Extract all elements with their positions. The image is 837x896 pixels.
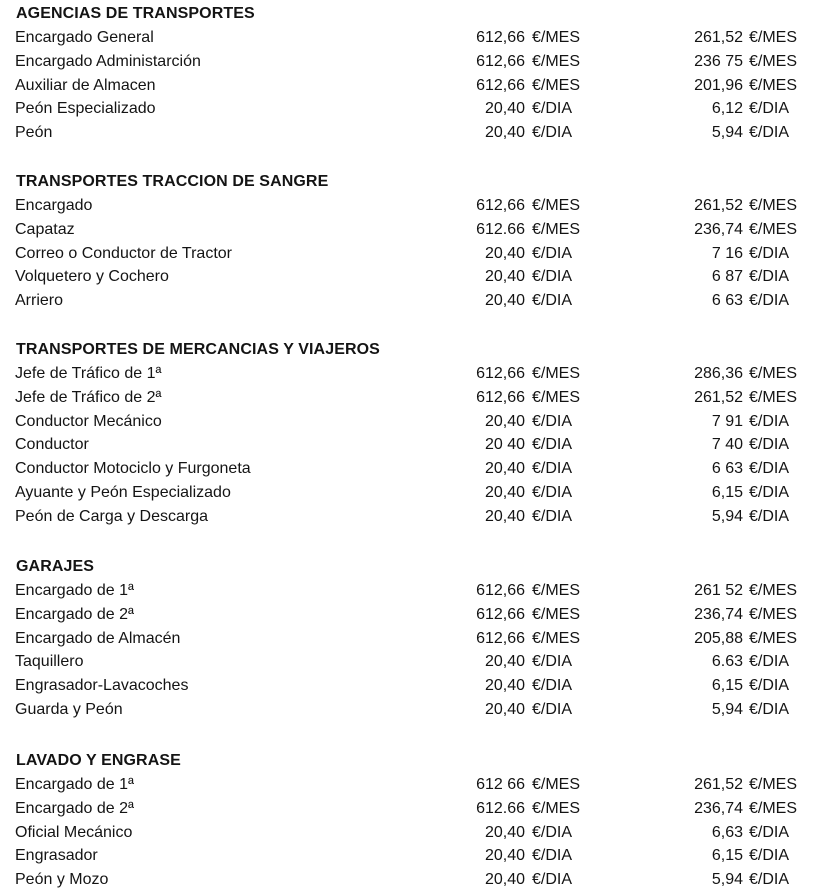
- amount-secondary: 201,96: [694, 76, 743, 94]
- job-category: Conductor Mecánico: [15, 412, 162, 430]
- job-category: Peón y Mozo: [15, 871, 109, 889]
- job-category: Volquetero y Cochero: [15, 268, 169, 286]
- unit-secondary: €/DIA: [749, 244, 790, 262]
- table-row: [0, 580, 837, 604]
- amount-primary: 612,66: [476, 582, 525, 599]
- amount-secondary: 6 63: [711, 460, 743, 478]
- amount-primary: 20,40: [484, 484, 525, 501]
- amount-secondary: 236 75: [694, 52, 743, 70]
- amount-secondary: 7 91: [711, 412, 743, 430]
- job-category: Ayuante y Peón Especializado: [15, 484, 231, 501]
- amount-secondary: 236,74: [694, 605, 743, 623]
- amount-secondary: 5,94: [711, 507, 743, 525]
- unit-primary: €/MES: [532, 582, 581, 599]
- amount-secondary: 6,15: [711, 484, 743, 501]
- unit-primary: €/MES: [532, 388, 581, 406]
- table-row: [0, 75, 837, 99]
- amount-primary: 20,40: [484, 100, 525, 118]
- unit-secondary: €/DIA: [749, 507, 790, 525]
- unit-primary: €/MES: [532, 629, 581, 647]
- amount-secondary: 205,88: [694, 629, 743, 647]
- amount-primary: 20,40: [484, 292, 525, 310]
- unit-secondary: €/MES: [749, 52, 798, 70]
- amount-secondary: 6,63: [711, 823, 743, 841]
- unit-primary: €/MES: [532, 605, 581, 623]
- unit-secondary: €/DIA: [749, 871, 790, 889]
- amount-primary: 20,40: [484, 460, 525, 478]
- job-category: Guarda y Peón: [15, 701, 123, 718]
- job-category: Encargado: [15, 197, 93, 214]
- amount-primary: 612 66: [476, 776, 525, 793]
- amount-secondary: 6 63: [711, 292, 743, 310]
- table-row: [0, 387, 837, 411]
- table-row: [0, 27, 837, 51]
- section-title: TRANSPORTES TRACCION DE SANGRE: [16, 173, 329, 190]
- unit-secondary: €/DIA: [749, 701, 790, 718]
- job-category: Peón de Carga y Descarga: [15, 507, 208, 525]
- amount-secondary: 261,52: [694, 197, 743, 214]
- table-row: [0, 195, 837, 219]
- amount-secondary: 6,15: [711, 847, 743, 865]
- job-category: Conductor Motociclo y Furgoneta: [15, 460, 251, 478]
- unit-secondary: €/DIA: [749, 412, 790, 430]
- amount-primary: 20,40: [484, 124, 525, 142]
- job-category: Capataz: [15, 220, 75, 238]
- amount-primary: 612.66: [476, 220, 525, 238]
- unit-secondary: €/MES: [749, 388, 798, 406]
- table-row: [0, 219, 837, 243]
- unit-secondary: €/DIA: [749, 823, 790, 841]
- amount-secondary: 261,52: [694, 29, 743, 46]
- unit-primary: €/MES: [532, 197, 581, 214]
- amount-primary: 20,40: [484, 871, 525, 889]
- amount-primary: 20,40: [484, 268, 525, 286]
- amount-primary: 20,40: [484, 677, 525, 695]
- job-category: Taquillero: [15, 653, 84, 671]
- amount-primary: 612,66: [476, 29, 525, 46]
- unit-primary: €/DIA: [532, 436, 573, 454]
- unit-secondary: €/MES: [749, 220, 798, 238]
- amount-secondary: 286,36: [694, 365, 743, 382]
- unit-primary: €/DIA: [532, 412, 573, 430]
- amount-primary: 20,40: [484, 244, 525, 262]
- unit-primary: €/DIA: [532, 701, 573, 718]
- section-title: AGENCIAS DE TRANSPORTES: [16, 5, 255, 22]
- unit-primary: €/MES: [532, 799, 581, 817]
- job-category: Arriero: [15, 292, 64, 310]
- amount-primary: 20,40: [484, 701, 525, 718]
- job-category: Correo o Conductor de Tractor: [15, 244, 232, 262]
- table-row: [0, 51, 837, 75]
- unit-secondary: €/MES: [749, 365, 798, 382]
- unit-primary: €/DIA: [532, 677, 573, 695]
- unit-secondary: €/MES: [749, 197, 798, 214]
- table-row: [0, 699, 837, 723]
- job-category: Conductor: [15, 436, 89, 454]
- unit-secondary: €/MES: [749, 29, 798, 46]
- unit-secondary: €/MES: [749, 776, 798, 793]
- table-row: [0, 122, 837, 146]
- amount-secondary: 6,12: [711, 100, 743, 118]
- job-category: Encargado de 2ª: [15, 799, 134, 817]
- job-category: Encargado de Almacén: [15, 629, 181, 647]
- unit-secondary: €/MES: [749, 605, 798, 623]
- amount-primary: 612,66: [476, 629, 525, 647]
- unit-primary: €/DIA: [532, 507, 573, 525]
- table-row: [0, 266, 837, 290]
- amount-secondary: 7 40: [711, 436, 743, 454]
- job-category: Engrasador-Lavacoches: [15, 677, 189, 695]
- unit-secondary: €/DIA: [749, 847, 790, 865]
- unit-primary: €/MES: [532, 29, 581, 46]
- amount-secondary: 5,94: [711, 701, 743, 718]
- unit-secondary: €/MES: [749, 76, 798, 94]
- table-row: [0, 845, 837, 869]
- unit-primary: €/DIA: [532, 484, 573, 501]
- unit-primary: €/DIA: [532, 871, 573, 889]
- amount-primary: 20,40: [484, 507, 525, 525]
- table-row: [0, 628, 837, 652]
- unit-secondary: €/MES: [749, 582, 798, 599]
- amount-primary: 612,66: [476, 365, 525, 382]
- job-category: Auxiliar de Almacen: [15, 76, 156, 94]
- amount-primary: 612,66: [476, 197, 525, 214]
- amount-secondary: 236,74: [694, 220, 743, 238]
- table-row: [0, 411, 837, 435]
- unit-secondary: €/MES: [749, 629, 798, 647]
- section-title: LAVADO Y ENGRASE: [16, 752, 181, 769]
- amount-secondary: 5,94: [711, 871, 743, 889]
- table-row: [0, 798, 837, 822]
- amount-primary: 20,40: [484, 847, 525, 865]
- unit-primary: €/MES: [532, 365, 581, 382]
- table-row: [0, 675, 837, 699]
- unit-primary: €/MES: [532, 776, 581, 793]
- unit-primary: €/DIA: [532, 124, 573, 142]
- amount-primary: 20,40: [484, 412, 525, 430]
- table-row: [0, 482, 837, 506]
- unit-secondary: €/DIA: [749, 100, 790, 118]
- unit-secondary: €/DIA: [749, 268, 790, 286]
- unit-secondary: €/DIA: [749, 292, 790, 310]
- amount-secondary: 261 52: [694, 582, 743, 599]
- job-category: Peón: [15, 124, 53, 142]
- unit-primary: €/MES: [532, 76, 581, 94]
- unit-primary: €/DIA: [532, 292, 573, 310]
- unit-secondary: €/MES: [749, 799, 798, 817]
- table-row: [0, 243, 837, 267]
- amount-secondary: 7 16: [711, 244, 743, 262]
- job-category: Encargado Administarción: [15, 52, 201, 70]
- amount-primary: 612,66: [476, 605, 525, 623]
- table-row: [0, 434, 837, 458]
- amount-secondary: 5,94: [711, 124, 743, 142]
- unit-primary: €/DIA: [532, 460, 573, 478]
- section-title: TRANSPORTES DE MERCANCIAS Y VIAJEROS: [16, 341, 380, 358]
- table-row: [0, 822, 837, 846]
- job-category: Engrasador: [15, 847, 98, 865]
- table-row: [0, 604, 837, 628]
- unit-primary: €/DIA: [532, 244, 573, 262]
- amount-secondary: 236,74: [694, 799, 743, 817]
- unit-primary: €/MES: [532, 220, 581, 238]
- table-row: [0, 363, 837, 387]
- table-row: [0, 98, 837, 122]
- unit-primary: €/DIA: [532, 268, 573, 286]
- unit-primary: €/DIA: [532, 100, 573, 118]
- amount-primary: 612,66: [476, 76, 525, 94]
- unit-secondary: €/DIA: [749, 653, 790, 671]
- amount-primary: 612.66: [476, 799, 525, 817]
- table-row: [0, 869, 837, 893]
- table-row: [0, 651, 837, 675]
- unit-secondary: €/DIA: [749, 484, 790, 501]
- unit-secondary: €/DIA: [749, 460, 790, 478]
- amount-primary: 612,66: [476, 52, 525, 70]
- unit-secondary: €/DIA: [749, 677, 790, 695]
- amount-secondary: 261,52: [694, 388, 743, 406]
- unit-secondary: €/DIA: [749, 124, 790, 142]
- job-category: Jefe de Tráfico de 2ª: [15, 388, 162, 406]
- amount-primary: 20,40: [484, 823, 525, 841]
- table-row: [0, 458, 837, 482]
- job-category: Encargado de 1ª: [15, 582, 134, 599]
- job-category: Encargado de 1ª: [15, 776, 134, 793]
- table-row: [0, 290, 837, 314]
- unit-primary: €/DIA: [532, 847, 573, 865]
- job-category: Oficial Mecánico: [15, 823, 133, 841]
- amount-primary: 20 40: [484, 436, 525, 454]
- unit-primary: €/DIA: [532, 653, 573, 671]
- job-category: Jefe de Tráfico de 1ª: [15, 365, 162, 382]
- amount-primary: 612,66: [476, 388, 525, 406]
- job-category: Peón Especializado: [15, 100, 156, 118]
- amount-secondary: 6.63: [711, 653, 743, 671]
- section-title: GARAJES: [16, 558, 95, 575]
- table-row: [0, 774, 837, 798]
- amount-secondary: 261,52: [694, 776, 743, 793]
- job-category: Encargado de 2ª: [15, 605, 134, 623]
- job-category: Encargado General: [15, 29, 154, 46]
- amount-secondary: 6 87: [711, 268, 743, 286]
- unit-secondary: €/DIA: [749, 436, 790, 454]
- amount-primary: 20,40: [484, 653, 525, 671]
- table-row: [0, 506, 837, 530]
- amount-secondary: 6,15: [711, 677, 743, 695]
- unit-primary: €/DIA: [532, 823, 573, 841]
- unit-primary: €/MES: [532, 52, 581, 70]
